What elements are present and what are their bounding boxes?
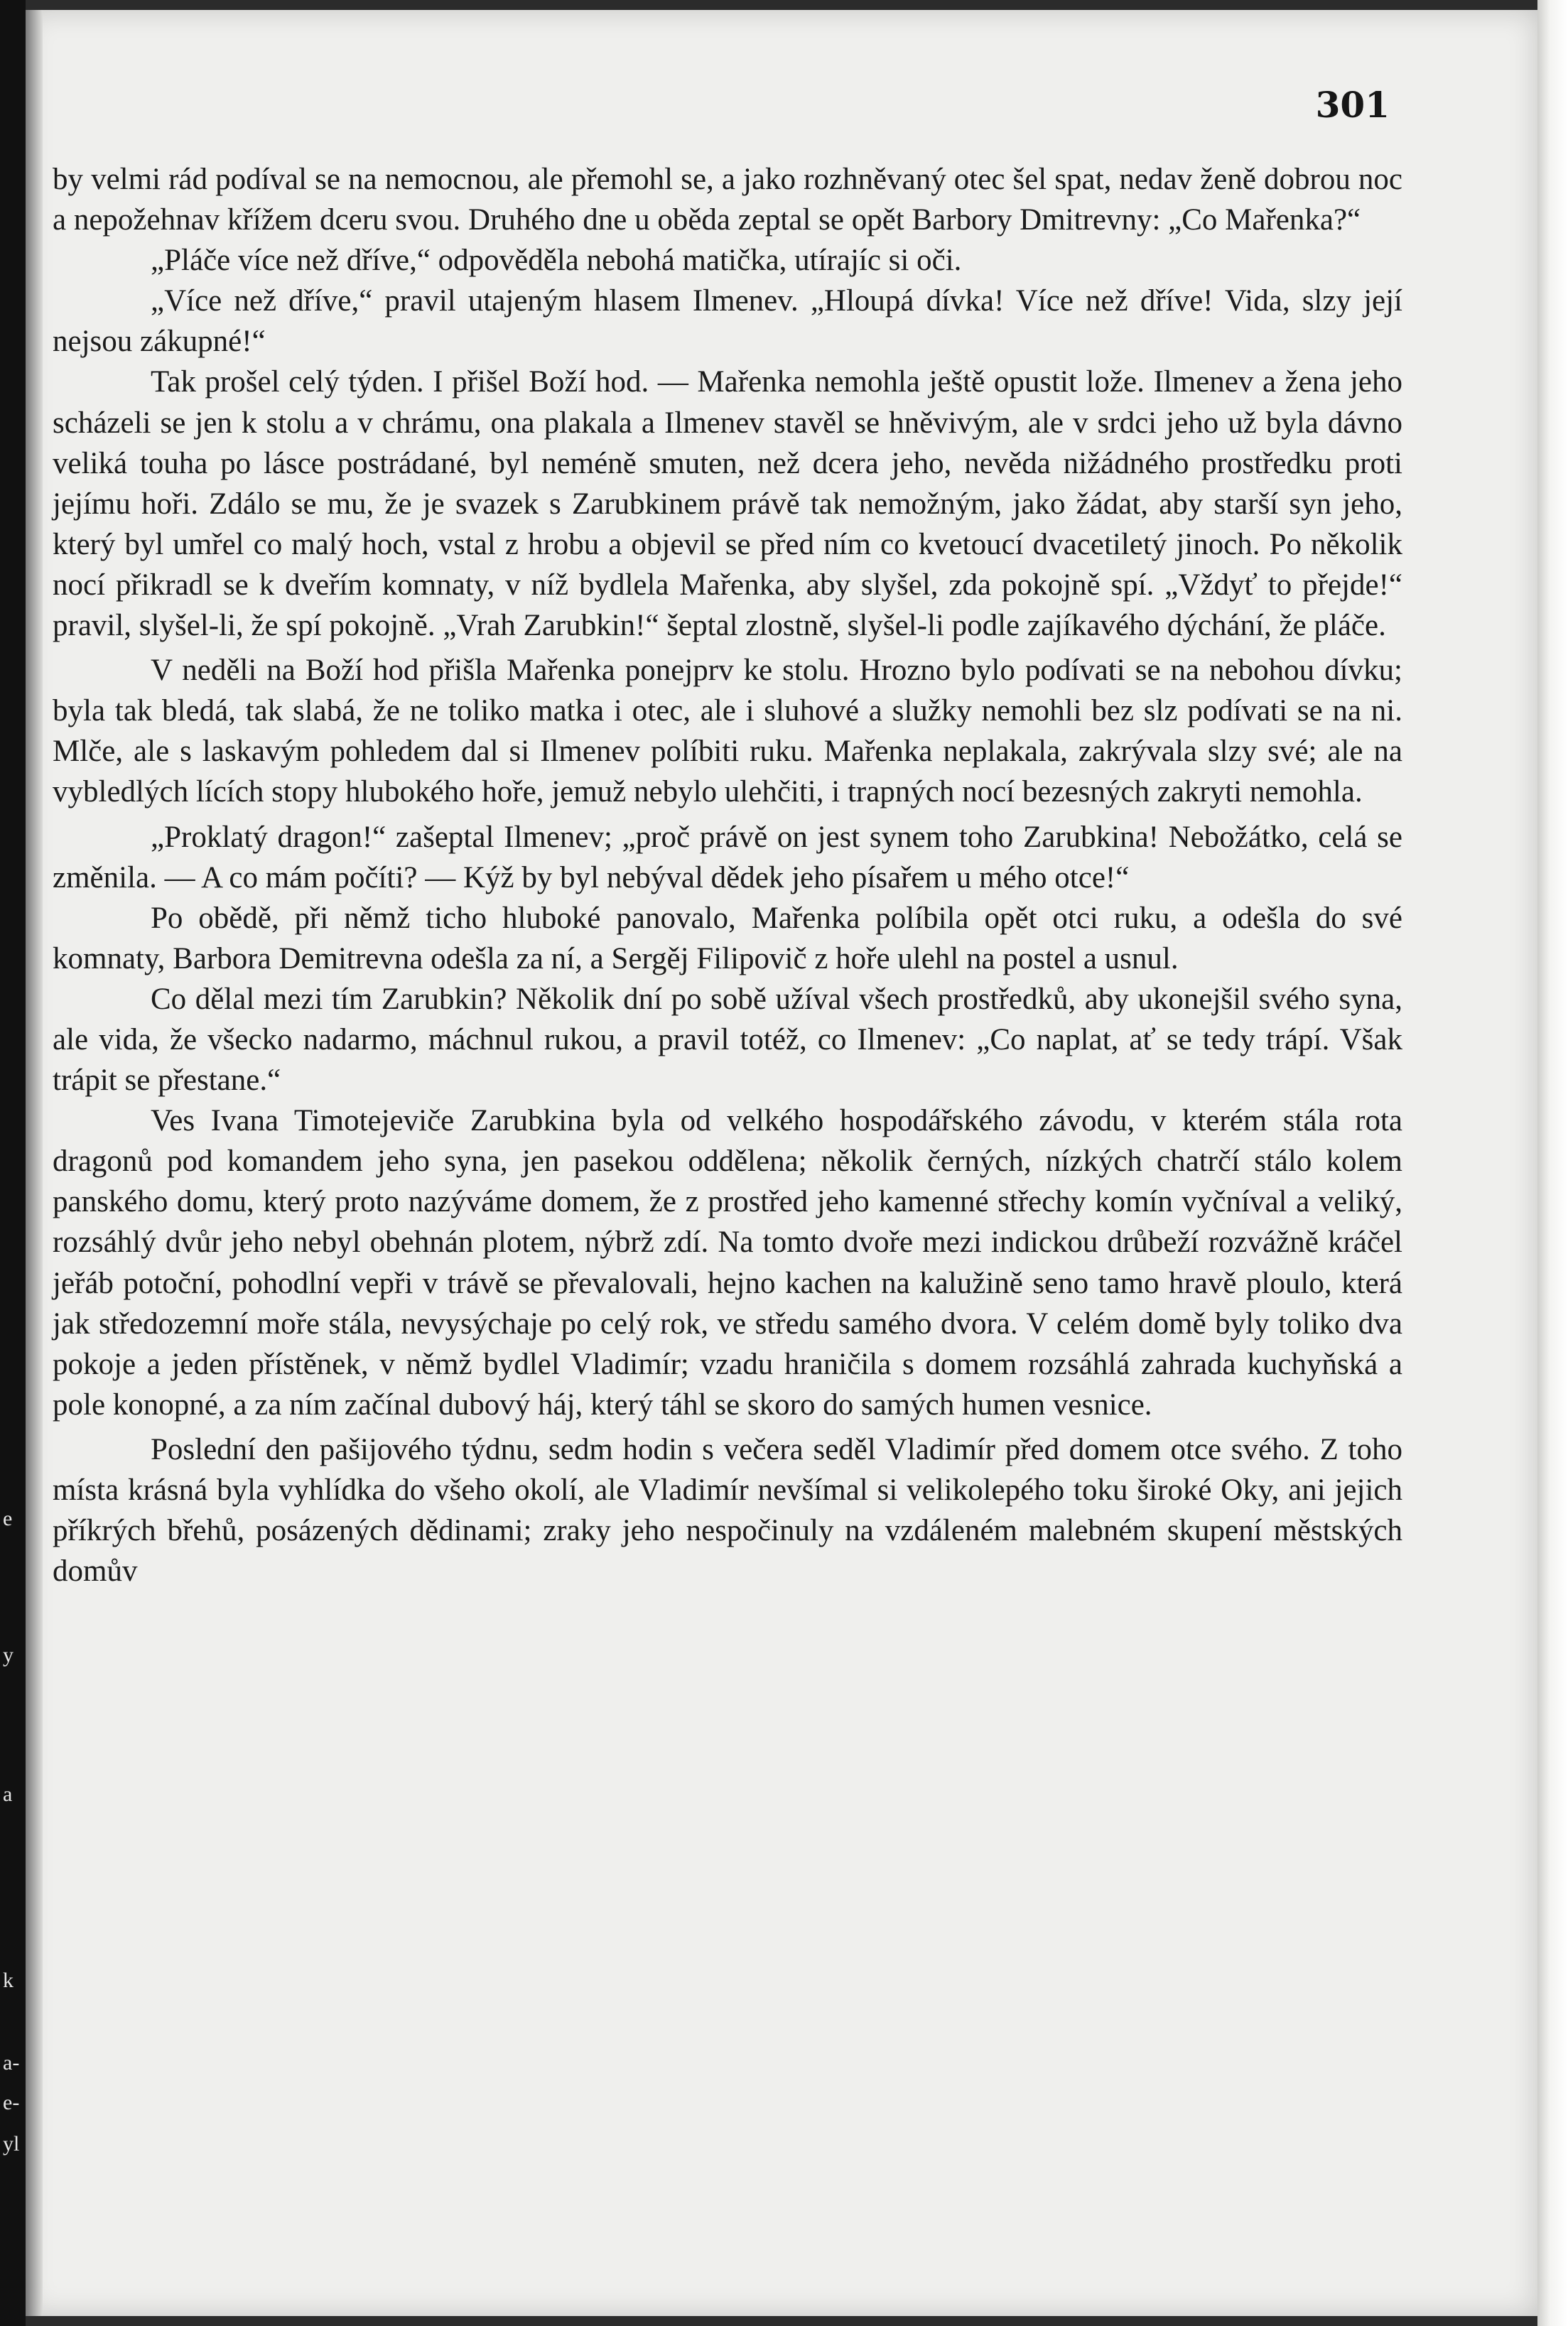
body-text: [53, 159, 1402, 1591]
margin-fragment: e: [3, 1507, 13, 1530]
margin-fragment: k: [3, 1969, 13, 1992]
paragraph: Ves Ivana Timotejeviče Zarubkina byla od velkého hospodářského závodu, v kterém stála rota dragonů pod komandem jeho syna, jen pasekou oddělena; několik černých, nízkých chatrčí stálo kolem panského domu, který proto nazýváme domem, že z prostřed jeho kamenné střechy komín vyčníval a veliký, rozsáhlý dvůr jeho nebyl obehnán plotem, nýbrž zdí. Na tomto dvoře mezi indickou drůbeží rozvážně kráčel jeřáb potoční, pohodlní vepři v trávě se převalovali, hejno kachen na kalužině seno tamo hravě ploulo, která jak středozemní moře stála, nevysýchaje po celý rok, ve středu samého dvora. V celém domě byly toliko dva pokoje a jeden přístěnek, v němž bydlel Vladimír; vzadu hraničila s domem rozsáhlá zahrada kuchyňská a pole konopné, a za ním začínal dubový háj, který táhl se skoro do samých humen vesnice.: [53, 1104, 1402, 1422]
paragraph: „Proklatý dragon!“ zašeptal Ilmenev; „proč právě on jest synem toho Zarubkina! Nebožátko, celá se změnila. — A co mám počíti? — Kýž by byl nebýval dědek jeho písařem u mého otce!“: [53, 820, 1402, 894]
paragraph: Co dělal mezi tím Zarubkin? Několik dní po sobě užíval všech prostředků, aby ukonejšil svého syna, ale vida, že všecko nadarmo, máchnul rukou, a pravil totéž, co Ilmenev: „Co naplat, ať se tedy trápí. Však trápit se přestane.“: [53, 982, 1402, 1098]
paragraph: Po obědě, při němž ticho hluboké panovalo, Mařenka políbila opět otci ruku, a odešla do své komnaty, Barbora Demitrevna odešla za ní, a Sergěj Filipovič z hoře ulehl na postel a usnul.: [53, 901, 1402, 975]
left-margin-fragments: [0, 0, 26, 2326]
paragraph: Poslední den pašijového týdnu, sedm hodin s večera seděl Vladimír před domem otce svého. Z toho místa krásná byla vyhlídka do všeho okolí, ale Vladimír nevšímal si velikolepého toku široké Oky, ani jejich příkrých břehů, posázených dědinami; zraky jeho nespočinuly na vzdáleném malebném skupení městských domův: [53, 1432, 1402, 1589]
margin-fragment: e-: [3, 2091, 20, 2114]
paragraph: V neděli na Boží hod přišla Mařenka ponejprv ke stolu. Hrozno bylo podívati se na nebohou dívku; byla tak bledá, tak slabá, že ne toliko matka i otec, ale i sluhové a služky nemohli bez slz podívati se na ni. Mlče, ale s laskavým pohledem dal si Ilmenev políbiti ruku. Mařenka neplakala, zakrývala slzy své; ale na vybledlých lících stopy hlubokého hoře, jemuž nebylo ulehčiti, i trapných nocí bezesných zakryti nemohla.: [53, 654, 1402, 809]
page-number: 301: [1315, 84, 1390, 126]
paragraph: Tak prošel celý týden. I přišel Boží hod. — Mařenka nemohla ještě opustit lože. Ilmenev a žena jeho scházeli se jen k stolu a v chrámu, ona plakala a Ilmenev stavěl se hněvivým, ale v srdci jeho už byla dávno veliká touha po lásce postrádané, byl neméně smuten, než dcera jeho, nevěda nižádného prostředku proti jejímu hoři. Zdálo se mu, že je svazek s Zarubkinem právě tak nemožným, jako žádat, aby starší syn jeho, který byl umřel co malý hoch, vstal z hrobu a objevil se před ním co kvetoucí dvacetiletý jinoch. Po několik nocí přikradl se k dveřím komnaty, v níž bydlela Mařenka, aby slyšel, zda pokojně spí. „Vždyť to přejde!“ pravil, slyšel-li, že spí pokojně. „Vrah Zarubkin!“ šeptal zlostně, slyšel-li podle zajíkavého dýchání, že pláče.: [53, 365, 1402, 643]
paragraph: „Více než dříve,“ pravil utajeným hlasem Ilmenev. „Hloupá dívka! Více než dříve! Vida, slzy její nejsou zákupné!“: [53, 284, 1402, 359]
binding-shadow: [26, 10, 43, 2316]
margin-fragment: y: [3, 1643, 13, 1667]
margin-fragment: a: [3, 1783, 13, 1806]
paragraph: by velmi rád podíval se na nemocnou, ale přemohl se, a jako rozhněvaný otec šel spat, nedav ženě dobrou noc a nepožehnav křížem dceru svou. Druhého dne u oběda zeptal se opět Barbory Dmitrevny: „Co Mařenka?“: [53, 163, 1402, 237]
margin-fragment: yl: [3, 2132, 20, 2155]
right-page-edge: [1537, 0, 1568, 2326]
margin-fragment: a-: [3, 2051, 20, 2075]
paragraph: „Pláče více než dříve,“ odpověděla nebohá matička, utírajíc si oči.: [151, 244, 962, 278]
